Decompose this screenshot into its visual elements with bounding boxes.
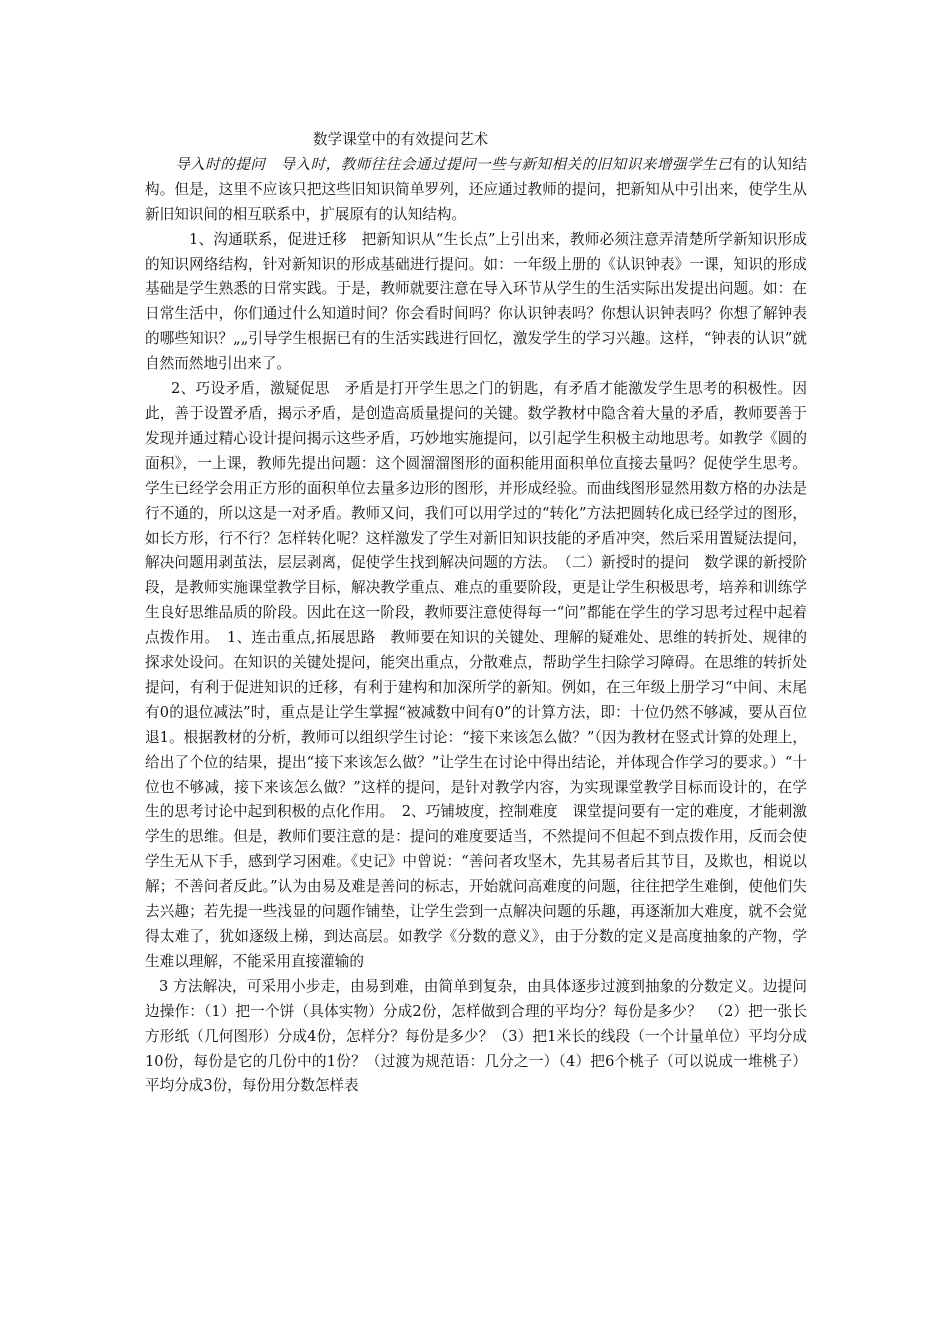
document-title: 数学课堂中的有效提问艺术	[313, 131, 489, 148]
paragraph-3: 3 方法解决，可采用小步走，由易到难，由简单到复杂，由具体逐步过渡到抽象的分数定义。边提问边操作：（1）把一个饼（具体实物）分成2份，怎样做到合理的平均分？每份是多少？ （2）把一张长方形纸（几何图形）分成4份，怎样分？每份是多少？（3）把1米长的线段（一个计量单位）平均分成10份，每份是它的几份中的1份？（过渡为规范语：几分之一）（4）把6个桃子（可以说成一堆桃子）平均分成3份，每份用分数怎样表	[145, 977, 807, 1095]
lead-italic-text: 导入时的提问 导入时，教师往往会通过提问一些与新知相关的旧知识来增强学生已	[175, 155, 733, 173]
document-body	[145, 128, 807, 1099]
paragraph-2: 2、巧设矛盾，激疑促思 矛盾是打开学生思之门的钥匙，有矛盾才能激发学生思考的积极性。因此，善于设置矛盾，揭示矛盾，是创造高质量提问的关键。数学教材中隐含着大量的矛盾，教师要善于发现并通过精心设计提问揭示这些矛盾，巧妙地实施提问，以引起学生积极主动地思考。如教学《圆的面积》，一上课，教师先提出问题：这个圆溜溜图形的面积能用面积单位直接去量吗？促使学生思考。学生已经学会用正方形的面积单位去量多边形的图形，并形成经验。而曲线图形显然用数方格的办法是行不通的，所以这是一对矛盾。教师又问，我们可以用学过的“转化”方法把圆转化成已经学过的图形，如长方形，行不行？怎样转化呢？这样激发了学生对新旧知识技能的矛盾冲突，然后采用置疑法提问，解决问题用剥茧法，层层剥离，促使学生找到解决问题的方法。 （二）新授时的提问 数学课的新授阶段，是教师实施课堂教学目标，解决教学重点、难点的重要阶段，更是让学生积极思考，培养和训练学生良好思维品质的阶段。因此在这一阶段，教师要注意使得每一“问”都能在学生的学习思考过程中起着点拨作用。 1、连击重点,拓展思路 教师要在知识的关键处、理解的疑难处、思维的转折处、规律的探求处设问。在知识的关键处提问，能突出重点，分散难点，帮助学生扫除学习障碍。在思维的转折处提问，有利于促进知识的迁移，有利于建构和加深所学的新知。例如，在三年级上册学习“中间、末尾有0的退位减法”时，重点是让学生掌握“被减数中间有0”的计算方法，即：十位仍然不够减，要从百位退1。根据教材的分析，教师可以组织学生讨论：“接下来该怎么做？”（因为教材在竖式计算的处理上，给出了个位的结果，提出“接下来该怎么做？”让学生在讨论中得出结论，并体现合作学习的要求。）“十位也不够减，接下来该怎么做？”这样的提问，是针对教学内容，为实现课堂教学目标而设计的，在学生的思考讨论中起到积极的点化作用。 2、巧铺坡度，控制难度 课堂提问要有一定的难度，才能刺激学生的思维。但是，教师们要注意的是：提问的难度要适当，不然提问不但起不到点拨作用，反而会使学生无从下手，感到学习困难。《史记》中曾说：“善问者攻坚木，先其易者后其节目，及欺也，相说以解；不善问者反此。”认为由易及难是善问的标志，开始就问高难度的问题，往往把学生难倒，使他们失去兴趣；若先提一些浅显的问题作铺垫，让学生尝到一点解决问题的乐趣，再逐渐加大难度，就不会觉得太难了，犹如逐级上梯，到达高层。如教学《分数的意义》，由于分数的定义是高度抽象的产物，学生难以理解，不能采用直接灌输的	[145, 380, 807, 970]
lead-rest-text: 有的认知结构。但是，这里不应该只把这些旧知识简单罗列，还应通过教师的提问，把新知从中引出来，使学生从新旧知识间的相互联系中，扩展原有的认知结构。	[145, 155, 807, 223]
paragraph-1: 1、沟通联系，促进迁移 把新知识从“生长点”上引出来，教师必须注意弄清楚所学新知识形成的知识网络结构，针对新知识的形成基础进行提问。如：一年级上册的《认识钟表》一课，知识的形成基础是学生熟悉的日常实践。于是，教师就要注意在导入环节从学生的生活实际出发提出问题。如：在日常生活中，你们通过什么知道时间？你会看时间吗？你认识钟表吗？你想认识钟表吗？你想了解钟表的哪些知识？„„引导学生根据已有的生活实践进行回忆，激发学生的学习兴趣。这样，“钟表的认识”就自然而然地引出来了。	[145, 230, 807, 373]
lead-paragraph	[145, 153, 807, 228]
